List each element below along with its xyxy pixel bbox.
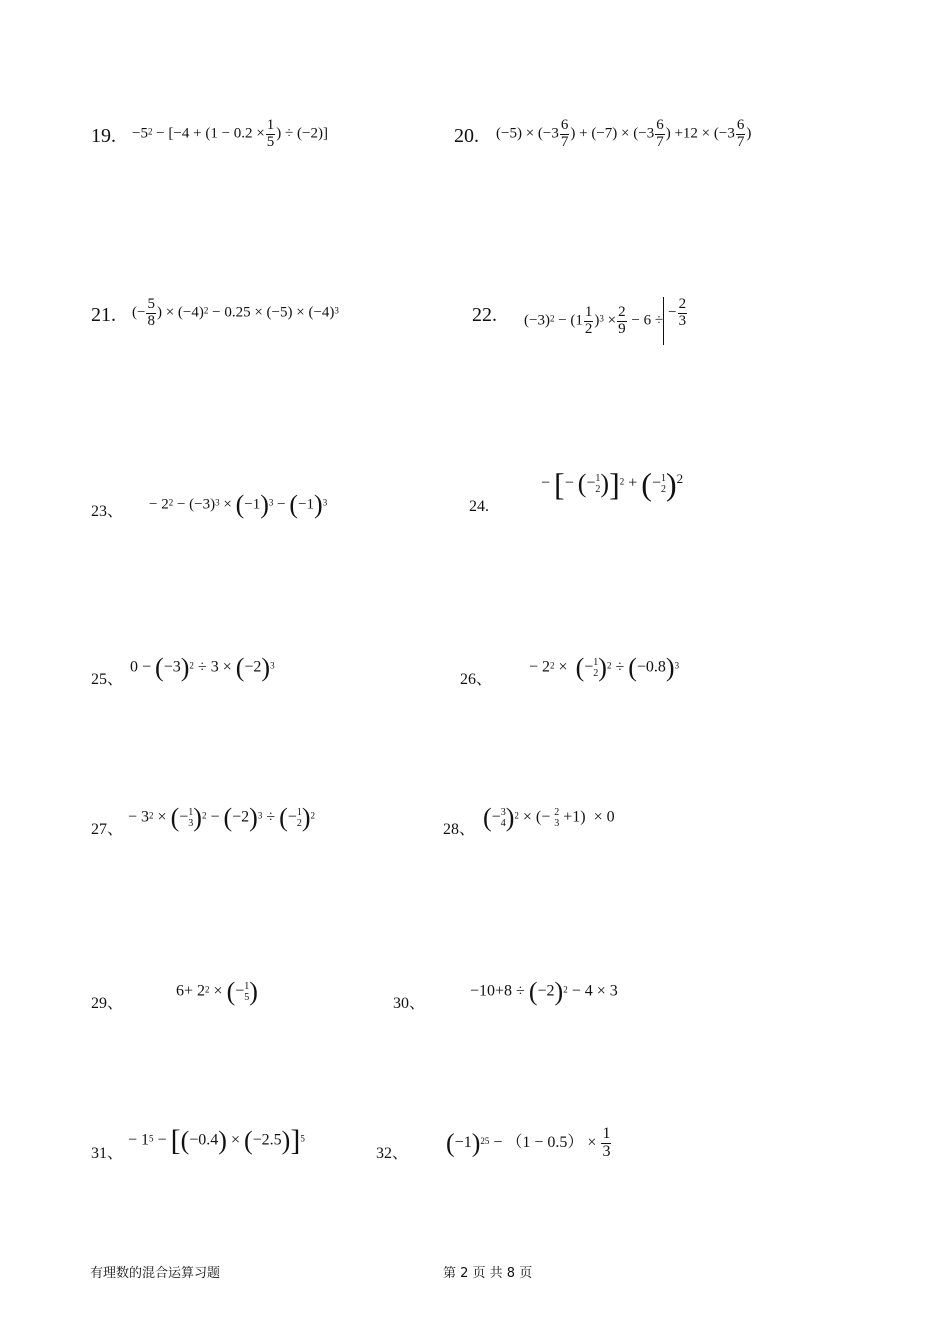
problem-number: 19. [91,125,116,147]
problem-expression: − $2^2$ × (− 1 2 )$^2 \div (-0.8)^3$ [529,653,680,682]
problem-number: 28、 [443,821,476,838]
problem-expression: $-10+8 \div (-2)^2 - 4 \times 3$ [470,977,618,1006]
problem-number: 21. [91,304,116,326]
problem-number: 30、 [393,995,426,1012]
problem-number: 22. [472,304,497,326]
problem-expression: (−5) × (−3 $\frac{6}{7}$ ) + (−7) × (−3 $\frac{6}{7}$ ) +12 × (−3 $\frac{6}{7}$ ) [496,117,752,150]
problem-expression: (− $\frac{5}{8}$ ) × $(-4)^2 - 0.25 \times (-5) \times (-4)^3$ [132,296,339,329]
problem-number: 32、 [376,1145,409,1162]
problem-expression: $-5^2 - [-4 + (1 - 0.2$ × $\frac{1}{5}$ ) ÷ (−2)] [132,117,328,150]
problem-expression: − $1^5 - [(-0.4) \times (-2.5)]^5$ [128,1124,305,1157]
problem-number: 31、 [91,1145,124,1162]
problem-number: 20. [454,125,479,147]
footer-title: 有理数的混合运算习题 [90,1266,221,1281]
problem-number: 25、 [91,671,124,688]
footer-page-info: 第 2 页 共 8 页 [443,1266,533,1281]
problem-expression: $(-3)^2 - (1$ $\frac{1}{2}$ )$^3$ × $\frac{2}{9}$ − 6 ÷ − $\frac{2}{3}$ [524,297,688,345]
problem-number: 24. [469,498,489,515]
problem-number: 23、 [91,503,124,520]
problem-expression: $(-1)^{25} - (1 - 0.5)$ × $\frac{1}{3}$ [446,1125,611,1160]
problem-number: 27、 [91,821,124,838]
problem-expression: $6+ 2^2$ × (− 1 5 ) [176,977,258,1006]
problem-expression: − [− (− 1 2 )]$^2$ + (− 1 2 )$^2$ [541,466,684,502]
problem-expression: − $2^2 - (-3)^3 \times (-1)^3 - (-1)^3$ [149,490,328,519]
problem-expression: $0 - (-3)^2 \div 3 \times (-2)^3$ [130,653,275,682]
problem-number: 29、 [91,995,124,1012]
problem-expression: − $3^2$ × (− 1 3 )$^2 - (-2)^3$ ÷ (− 1 2 )$^2$ [128,803,315,832]
problem-number: 26、 [460,671,493,688]
problem-expression: (− 3 4 )$^2$ × (− 2 3 +1) × 0 [483,803,615,832]
